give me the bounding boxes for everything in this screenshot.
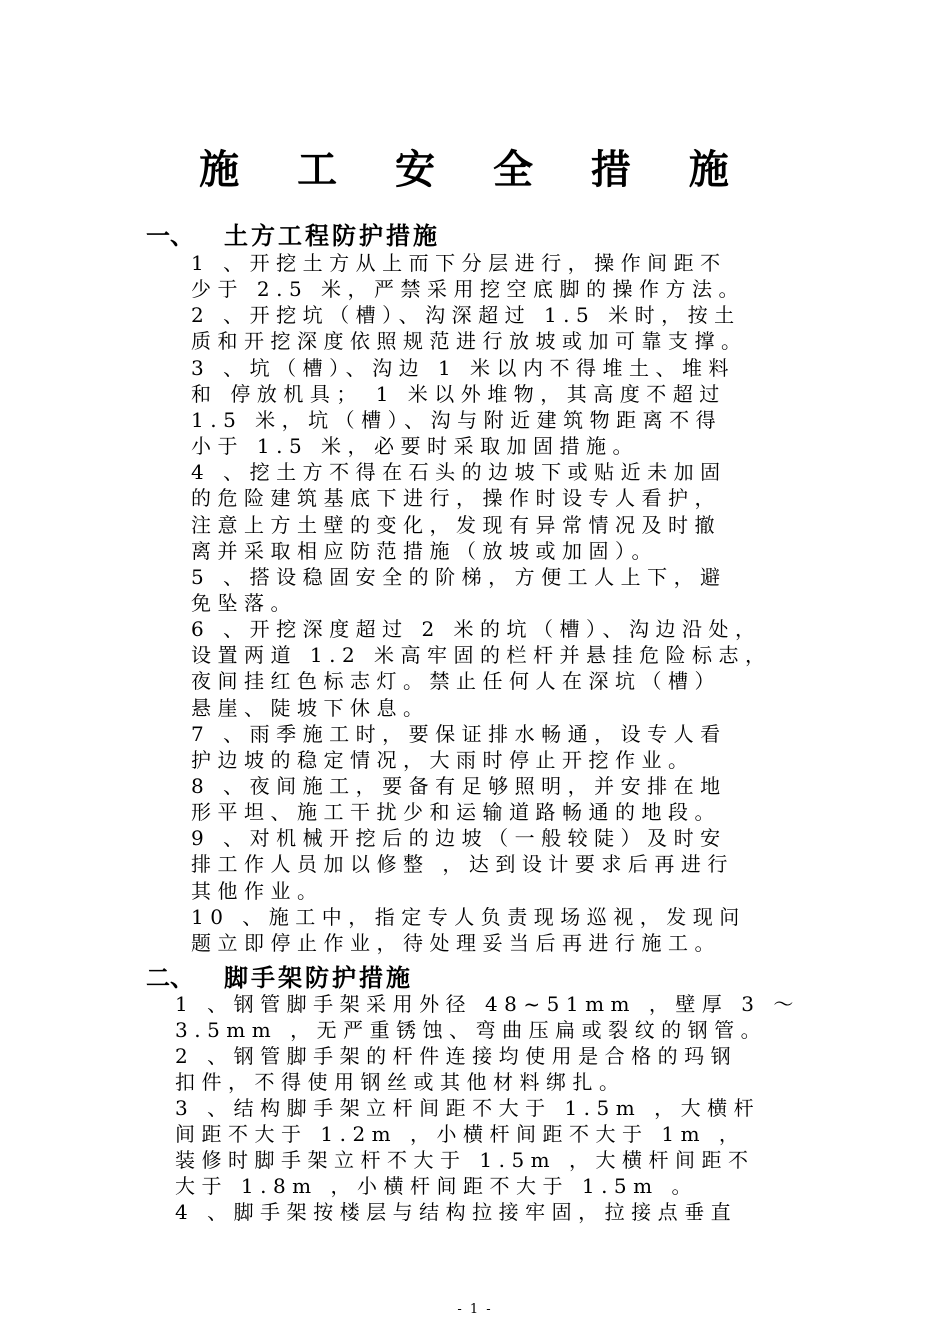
paragraph-line: 题立即停止作业，待处理妥当后再进行施工。 xyxy=(191,930,721,955)
paragraph-line: 1 、开挖土方从上而下分层进行，操作间距不 xyxy=(191,251,727,275)
paragraph-line: 1 、钢管脚手架采用外径 48~51mm ，壁厚 3 ～ xyxy=(175,992,800,1016)
section-number: 二、 xyxy=(146,963,194,992)
paragraph-line: 扣件，不得使用钢丝或其他材料绑扎。 xyxy=(175,1070,626,1094)
paragraph-line: 设置两道 1.2 米高牢固的栏杆并悬挂危险标志， xyxy=(191,643,772,668)
paragraph-line: 排工作人员加以修整 ，达到设计要求后再进行 xyxy=(191,852,734,877)
paragraph-line: 4 、脚手架按楼层与结构拉接牢固，拉接点垂直 xyxy=(175,1200,738,1224)
paragraph-line: 其他作业。 xyxy=(191,878,324,903)
paragraph-line: 护边坡的稳定情况，大雨时停止开挖作业。 xyxy=(191,747,695,772)
section-heading-scaffold xyxy=(146,964,413,992)
page-title: 施 工 安 全 措 施 xyxy=(199,146,751,193)
section-title: 脚手架防护措施 xyxy=(224,963,413,992)
paragraph-line: 免坠落。 xyxy=(191,590,297,615)
paragraph-line: 8 、夜间施工，要备有足够照明，并安排在地 xyxy=(191,774,727,798)
paragraph-line: 1.5 米，坑（槽）、沟与附近建筑物距离不得 xyxy=(191,407,723,432)
paragraph-line: 间距不大于 1.2m ，小横杆间距不大于 1m ， xyxy=(175,1122,746,1146)
paragraph-line: 小于 1.5 米，必要时采取加固措施。 xyxy=(191,434,640,459)
paragraph-line: 装修时脚手架立杆不大于 1.5m ，大横杆间距不 xyxy=(175,1148,755,1172)
paragraph-line: 7 、雨季施工时，要保证排水畅通，设专人看 xyxy=(191,721,727,746)
paragraph-line: 的危险建筑基底下进行，操作时设专人看护， xyxy=(191,486,721,511)
paragraph-line: 注意上方土壁的变化，发现有异常情况及时撤 xyxy=(191,512,721,537)
page-number: - 1 - xyxy=(457,1302,493,1317)
paragraph-line: 4 、挖土方不得在石头的边坡下或贴近未加固 xyxy=(191,460,727,485)
paragraph-line: 少于 2.5 米，严禁采用挖空底脚的操作方法。 xyxy=(191,277,746,302)
paragraph-line: 2 、开挖坑（槽）、沟深超过 1.5 米时，按土 xyxy=(191,303,741,328)
paragraph-line: 离并采取相应防范措施（放坡或加固）。 xyxy=(191,538,658,563)
paragraph-line: 质和开挖深度依照规范进行放坡或加可靠支撑。 xyxy=(191,329,748,354)
section-title: 土方工程防护措施 xyxy=(224,221,440,250)
paragraph-line: 夜间挂红色标志灯。禁止任何人在深坑（槽） xyxy=(191,669,721,694)
paragraph-line: 6 、开挖深度超过 2 米的坑（槽）、沟边沿处， xyxy=(191,617,762,642)
paragraph-line: 3.5mm ，无严重锈蚀、弯曲压扁或裂纹的钢管。 xyxy=(175,1018,768,1042)
paragraph-line: 5 、搭设稳固安全的阶梯，方便工人上下，避 xyxy=(191,564,727,589)
paragraph-line: 3 、坑（槽）、沟边 1 米以内不得堆土、堆料 xyxy=(191,355,736,380)
paragraph-line: 和 停放机具； 1 米以外堆物，其高度不超过 xyxy=(191,381,726,406)
section-number: 一、 xyxy=(146,221,194,250)
paragraph-line: 2 、钢管脚手架的杆件连接均使用是合格的玛钢 xyxy=(175,1044,738,1068)
paragraph-line: 10 、施工中，指定专人负责现场巡视，发现问 xyxy=(191,904,746,929)
section-heading-earthwork xyxy=(146,222,440,250)
paragraph-line: 悬崖、陡坡下休息。 xyxy=(191,695,430,720)
paragraph-line: 形平坦、施工干扰少和运输道路畅通的地段。 xyxy=(191,800,721,825)
paragraph-line: 大于 1.8m ，小横杆间距不大于 1.5m 。 xyxy=(175,1174,698,1198)
paragraph-line: 9 、对机械开挖后的边坡（一般较陡）及时安 xyxy=(191,826,727,851)
paragraph-line: 3 、结构脚手架立杆间距不大于 1.5m ，大横杆 xyxy=(175,1096,761,1120)
